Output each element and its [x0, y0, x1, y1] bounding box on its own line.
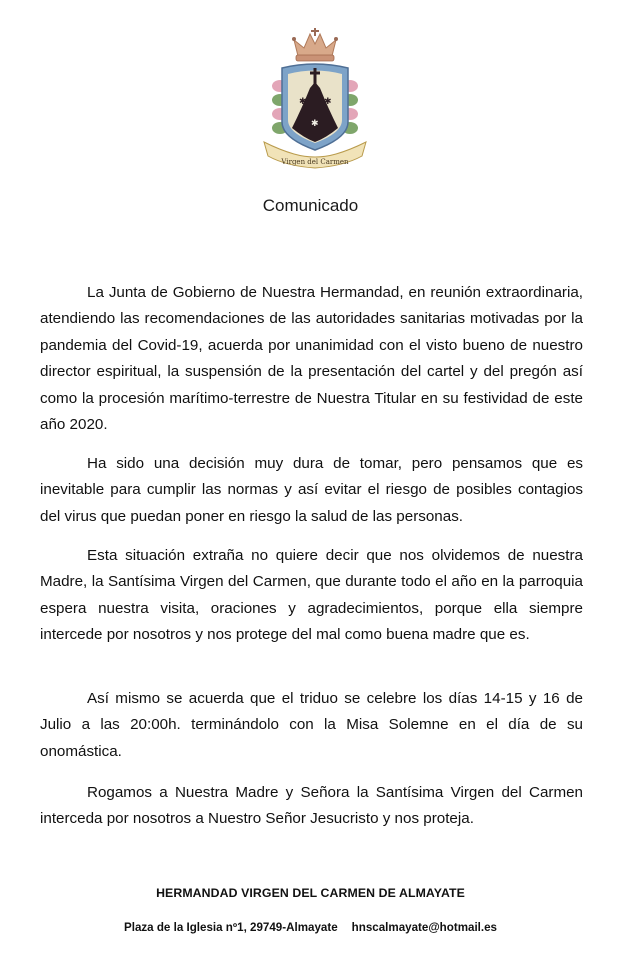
paragraph-text: Así mismo se acuerda que el triduo se celebre los días 14-15 y 16 de Julio a las 20:00h. terminándolo con la Misa Solemne en el día de su onomástica. [40, 690, 583, 760]
paragraph-2 [40, 451, 583, 530]
svg-text:✱: ✱ [311, 119, 319, 129]
page-title: Comunicado [262, 196, 359, 215]
crown-icon [292, 28, 338, 61]
paragraph-text: La Junta de Gobierno de Nuestra Hermandad, en reunión extraordinaria, atendiendo las recomendaciones de las autoridades sanitarias motivadas por la pandemia del Covid-19, acuerda por unanimidad con el visto bueno de nuestro director espiritual, la suspensión de la presentación del cartel y del pregón así como la procesión marítimo-terrestre de Nuestra Titular en su festividad de este año 2020. [40, 284, 583, 434]
paragraph-text: Ha sido una decisión muy dura de tomar, pero pensamos que es inevitable para cumplir las normas y así evitar el riesgo de posibles contagios del virus que puedan poner en riesgo la salud de las personas. [40, 455, 583, 525]
paragraph-text: Esta situación extraña no quiere decir que nos olvidemos de nuestra Madre, la Santísima Virgen del Carmen, que durante todo el año en la parroquia espera nuestra visita, oraciones y agradecimientos, porque ella siempre intercede por nosotros y nos protege del mal como buena madre que es. [40, 547, 583, 644]
svg-text:✱: ✱ [299, 97, 307, 107]
coat-of-arms-logo [260, 26, 370, 174]
paragraph-4 [40, 686, 583, 765]
footer-email: hnscalmayate@hotmail.es [351, 921, 498, 934]
footer-address: Plaza de la Iglesia nº1, 29749-Almayate [123, 921, 338, 934]
footer-contact [0, 921, 621, 934]
crest-ribbon-text: Virgen del Carmen [281, 158, 349, 166]
paragraph-5 [40, 780, 583, 833]
footer-organization: HERMANDAD VIRGEN DEL CARMEN DE ALMAYATE [156, 886, 465, 900]
paragraph-3 [40, 543, 583, 649]
svg-text:✱: ✱ [324, 97, 332, 107]
paragraph-1 [40, 280, 583, 438]
paragraph-text: Rogamos a Nuestra Madre y Señora la Santísima Virgen del Carmen interceda por nosotros a Nuestro Señor Jesucristo y nos proteja. [40, 784, 583, 828]
coat-of-arms-icon [260, 26, 370, 174]
